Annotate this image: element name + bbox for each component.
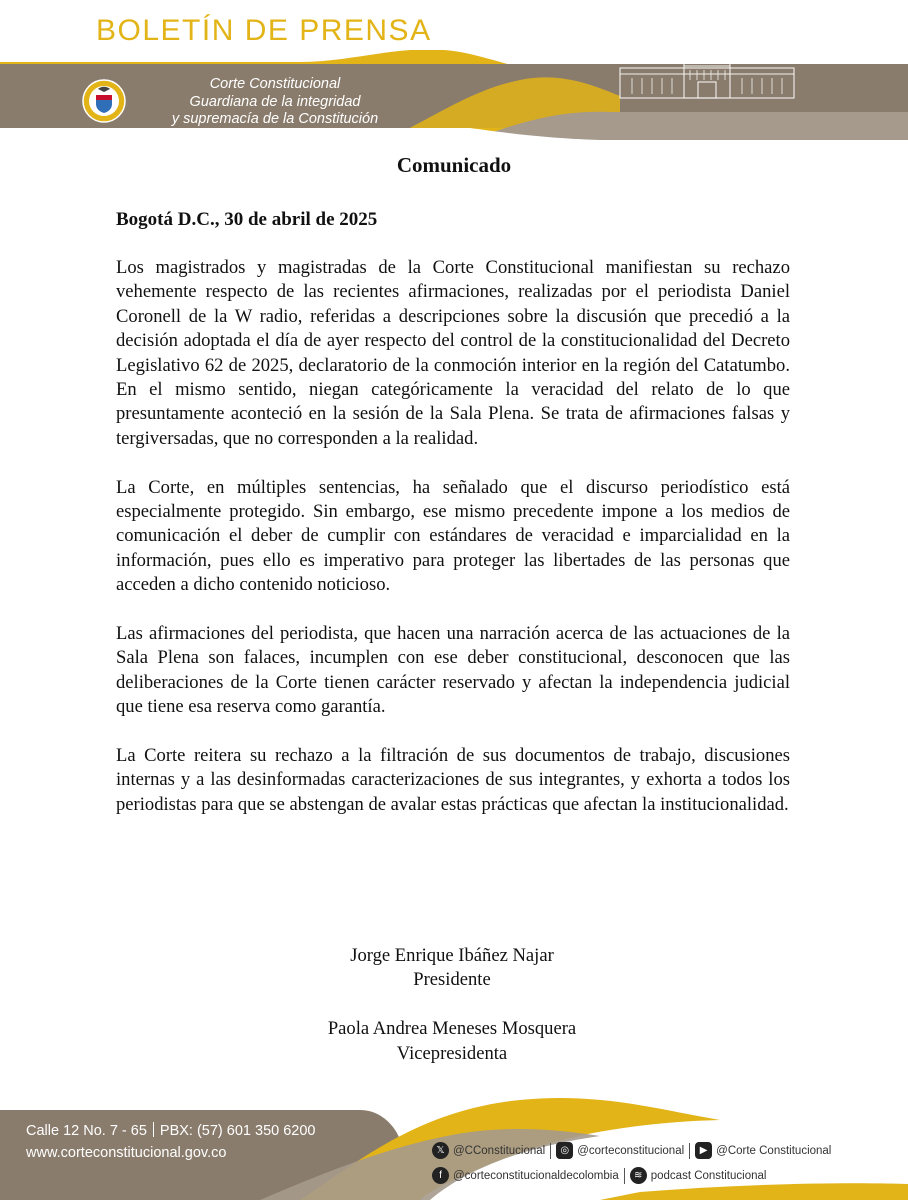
signatory-role: Presidente (413, 969, 491, 991)
instagram-icon: ◎ (556, 1142, 573, 1159)
social-handle: @corteconstitucionaldecolombia (453, 1169, 619, 1182)
address: Calle 12 No. 7 - 65 (26, 1123, 147, 1139)
palace-of-justice-icon (618, 56, 796, 100)
signature-vicepresident (0, 1017, 904, 1066)
document-heading: Comunicado (396, 153, 512, 177)
spotify-icon: ≋ (630, 1167, 647, 1184)
social-handle: @corteconstitucional (577, 1144, 685, 1157)
social-links (432, 1139, 902, 1187)
social-handle: podcast Constitucional (650, 1169, 767, 1182)
paragraph-2: La Corte, en múltiples sentencias, ha señalado que el discurso periodístico está especialmente protegido. Sin embargo, ese mismo precedente impone a los medios de comunicación el deber de cumplir con estándares de veracidad e imparcialidad en la información, pues ello es imperativo para proteger las libertades de las personas que acceden a dicho contenido noticioso. (116, 476, 790, 596)
court-motto-line-1: Guardiana de la integridad (189, 93, 361, 110)
bulletin-title: BOLETÍN DE PRENSA (96, 14, 432, 47)
signatures (0, 944, 904, 1090)
signatory-name: Paola Andrea Meneses Mosquera (327, 1018, 577, 1040)
social-instagram[interactable] (556, 1142, 684, 1159)
signature-president (0, 944, 904, 993)
paragraph-1: Los magistrados y magistradas de la Corte Constitucional manifiestan su rechazo vehemente respecto de las recientes afirmaciones, realizadas por el periodista Daniel Coronell de la W radio, referidas a descripciones sobre la discusión que precedió a la decisión adoptada el día de ayer respecto del control de la constitucionalidad del Decreto Legislativo 62 de 2025, declaratorio de la conmoción interior en la región del Catatumbo. En el mismo sentido, niegan categóricamente la veracidad del relato de lo que presuntamente aconteció en la sesión de la Sala Plena. Se trata de afirmaciones falsas y tergiversadas, que no corresponden a la realidad. (116, 257, 790, 449)
website-link[interactable]: www.corteconstitucional.gov.co (26, 1145, 227, 1161)
social-handle: @CConstitucional (453, 1144, 546, 1157)
social-spotify[interactable] (630, 1167, 767, 1184)
colombia-seal-icon (82, 78, 126, 124)
document-body (116, 256, 790, 842)
facebook-icon: f (432, 1167, 449, 1184)
paragraph-3: Las afirmaciones del periodista, que hacen una narración acerca de las actuaciones de la Sala Plena son falaces, incumplen con ese deber constitucional, desconocen que las deliberaciones de la Corte tienen carácter reservado y afectan la independencia judicial que tiene esa reserva como garantía. (116, 623, 790, 718)
pbx-phone: PBX: (57) 601 350 6200 (159, 1123, 316, 1139)
paragraph-4: La Corte reitera su rechazo a la filtración de sus documentos de trabajo, discusiones internas y a las desinformadas caracterizaciones de sus integrantes, y exhorta a todos los periodistas para que se abstengan de avalar estas prácticas que afectan la institucionalidad. (116, 745, 790, 815)
court-motto (150, 76, 400, 129)
signatory-role: Vicepresidenta (396, 1042, 508, 1064)
social-youtube[interactable] (695, 1142, 831, 1159)
signatory-name: Jorge Enrique Ibáñez Najar (350, 945, 554, 966)
court-name: Corte Constitucional (209, 76, 341, 92)
youtube-icon: ▶ (695, 1142, 712, 1159)
social-x[interactable] (432, 1142, 545, 1159)
dateline: Bogotá D.C., 30 de abril de 2025 (116, 209, 378, 230)
court-motto-line-2: y supremacía de la Constitución (171, 111, 379, 127)
x-icon: 𝕏 (432, 1142, 449, 1159)
social-handle: @Corte Constitucional (716, 1144, 832, 1157)
social-facebook[interactable] (432, 1167, 619, 1184)
contact-info (26, 1120, 316, 1164)
